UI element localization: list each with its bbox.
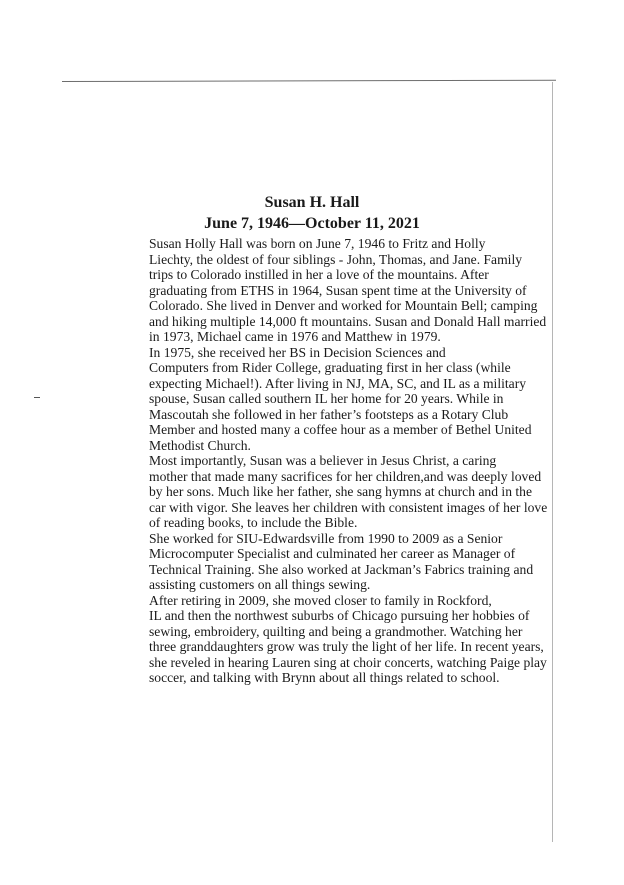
text-line: In 1975, she received her BS in Decision Sciences and [149,344,446,360]
text-line: assisting customers on all things sewing. [149,577,371,592]
paragraph-retirement [112,592,547,686]
text-line: and hiking multiple 14,000 ft mountains. Susan and Donald Hall married [149,313,547,329]
text-line: Methodist Church. [149,437,251,453]
text-line: car with vigor. She leaves her children with consistent images of her love [149,499,548,515]
text-line: graduating from ETHS in 1964, Susan spent time at the University of [149,282,527,298]
text-line: soccer, and talking with Brynn about all things related to school. [149,670,500,685]
text-line: Colorado. She lived in Denver and worked for Mountain Bell; camping [149,298,538,313]
text-line: IL and then the northwest suburbs of Chicago pursuing her hobbies of [149,608,530,623]
text-line: three granddaughters grow was truly the light of her life. In recent years, [149,639,544,654]
text-line: expecting Michael!). After living in NJ, MA, SC, and IL as a military [149,375,527,391]
text-line: After retiring in 2009, she moved closer to family in Rockford, [149,592,492,608]
paragraph-early-life [112,236,547,345]
text-line: spouse, Susan called southern IL her home for 20 years. While in [149,391,504,406]
text-line: Microcomputer Specialist and culminated her career as Manager of [149,546,516,561]
text-line: mother that made many sacrifices for her children,and was deeply loved [149,468,542,484]
text-line: Computers from Rider College, graduating first in her class (while [149,360,511,375]
life-dates: June 7, 1946—October 11, 2021 [204,215,420,232]
text-line: of reading books, to include the Bible. [149,515,358,530]
top-border-line [62,80,556,82]
text-line: Most importantly, Susan was a believer in Jesus Christ, a caring [149,453,497,468]
page-edge-line [552,82,553,842]
text-line: trips to Colorado instilled in her a love of the mountains. After [149,267,489,282]
text-line: She worked for SIU-Edwardsville from 1990 to 2009 as a Senior [149,530,503,546]
text-line: Mascoutah she followed in her father’s footsteps as a Rotary Club [149,406,509,422]
text-line: sewing, embroidery, quilting and being a grandmother. Watching her [149,623,523,639]
text-line: in 1973, Michael came in 1976 and Matthew in 1979. [149,329,441,344]
text-line: Member and hosted many a coffee hour as a member of Bethel United [149,422,532,437]
person-name: Susan H. Hall [264,194,360,211]
text-line: Liechty, the oldest of four siblings - John, Thomas, and Jane. Family [149,251,523,267]
text-line: Technical Training. She also worked at Jackman’s Fabrics training and [149,561,534,577]
text-line: Susan Holly Hall was born on June 7, 1946 to Fritz and Holly [149,236,486,251]
paragraph-education [112,344,532,454]
text-line: she reveled in hearing Lauren sing at choir concerts, watching Paige play [149,654,547,670]
obituary-body [112,236,548,686]
margin-mark [34,397,40,398]
obituary-heading [100,192,524,234]
text-line: by her sons. Much like her father, she sang hymns at church and in the [149,484,533,499]
paragraph-faith-family [112,453,548,531]
paragraph-career [112,530,534,593]
